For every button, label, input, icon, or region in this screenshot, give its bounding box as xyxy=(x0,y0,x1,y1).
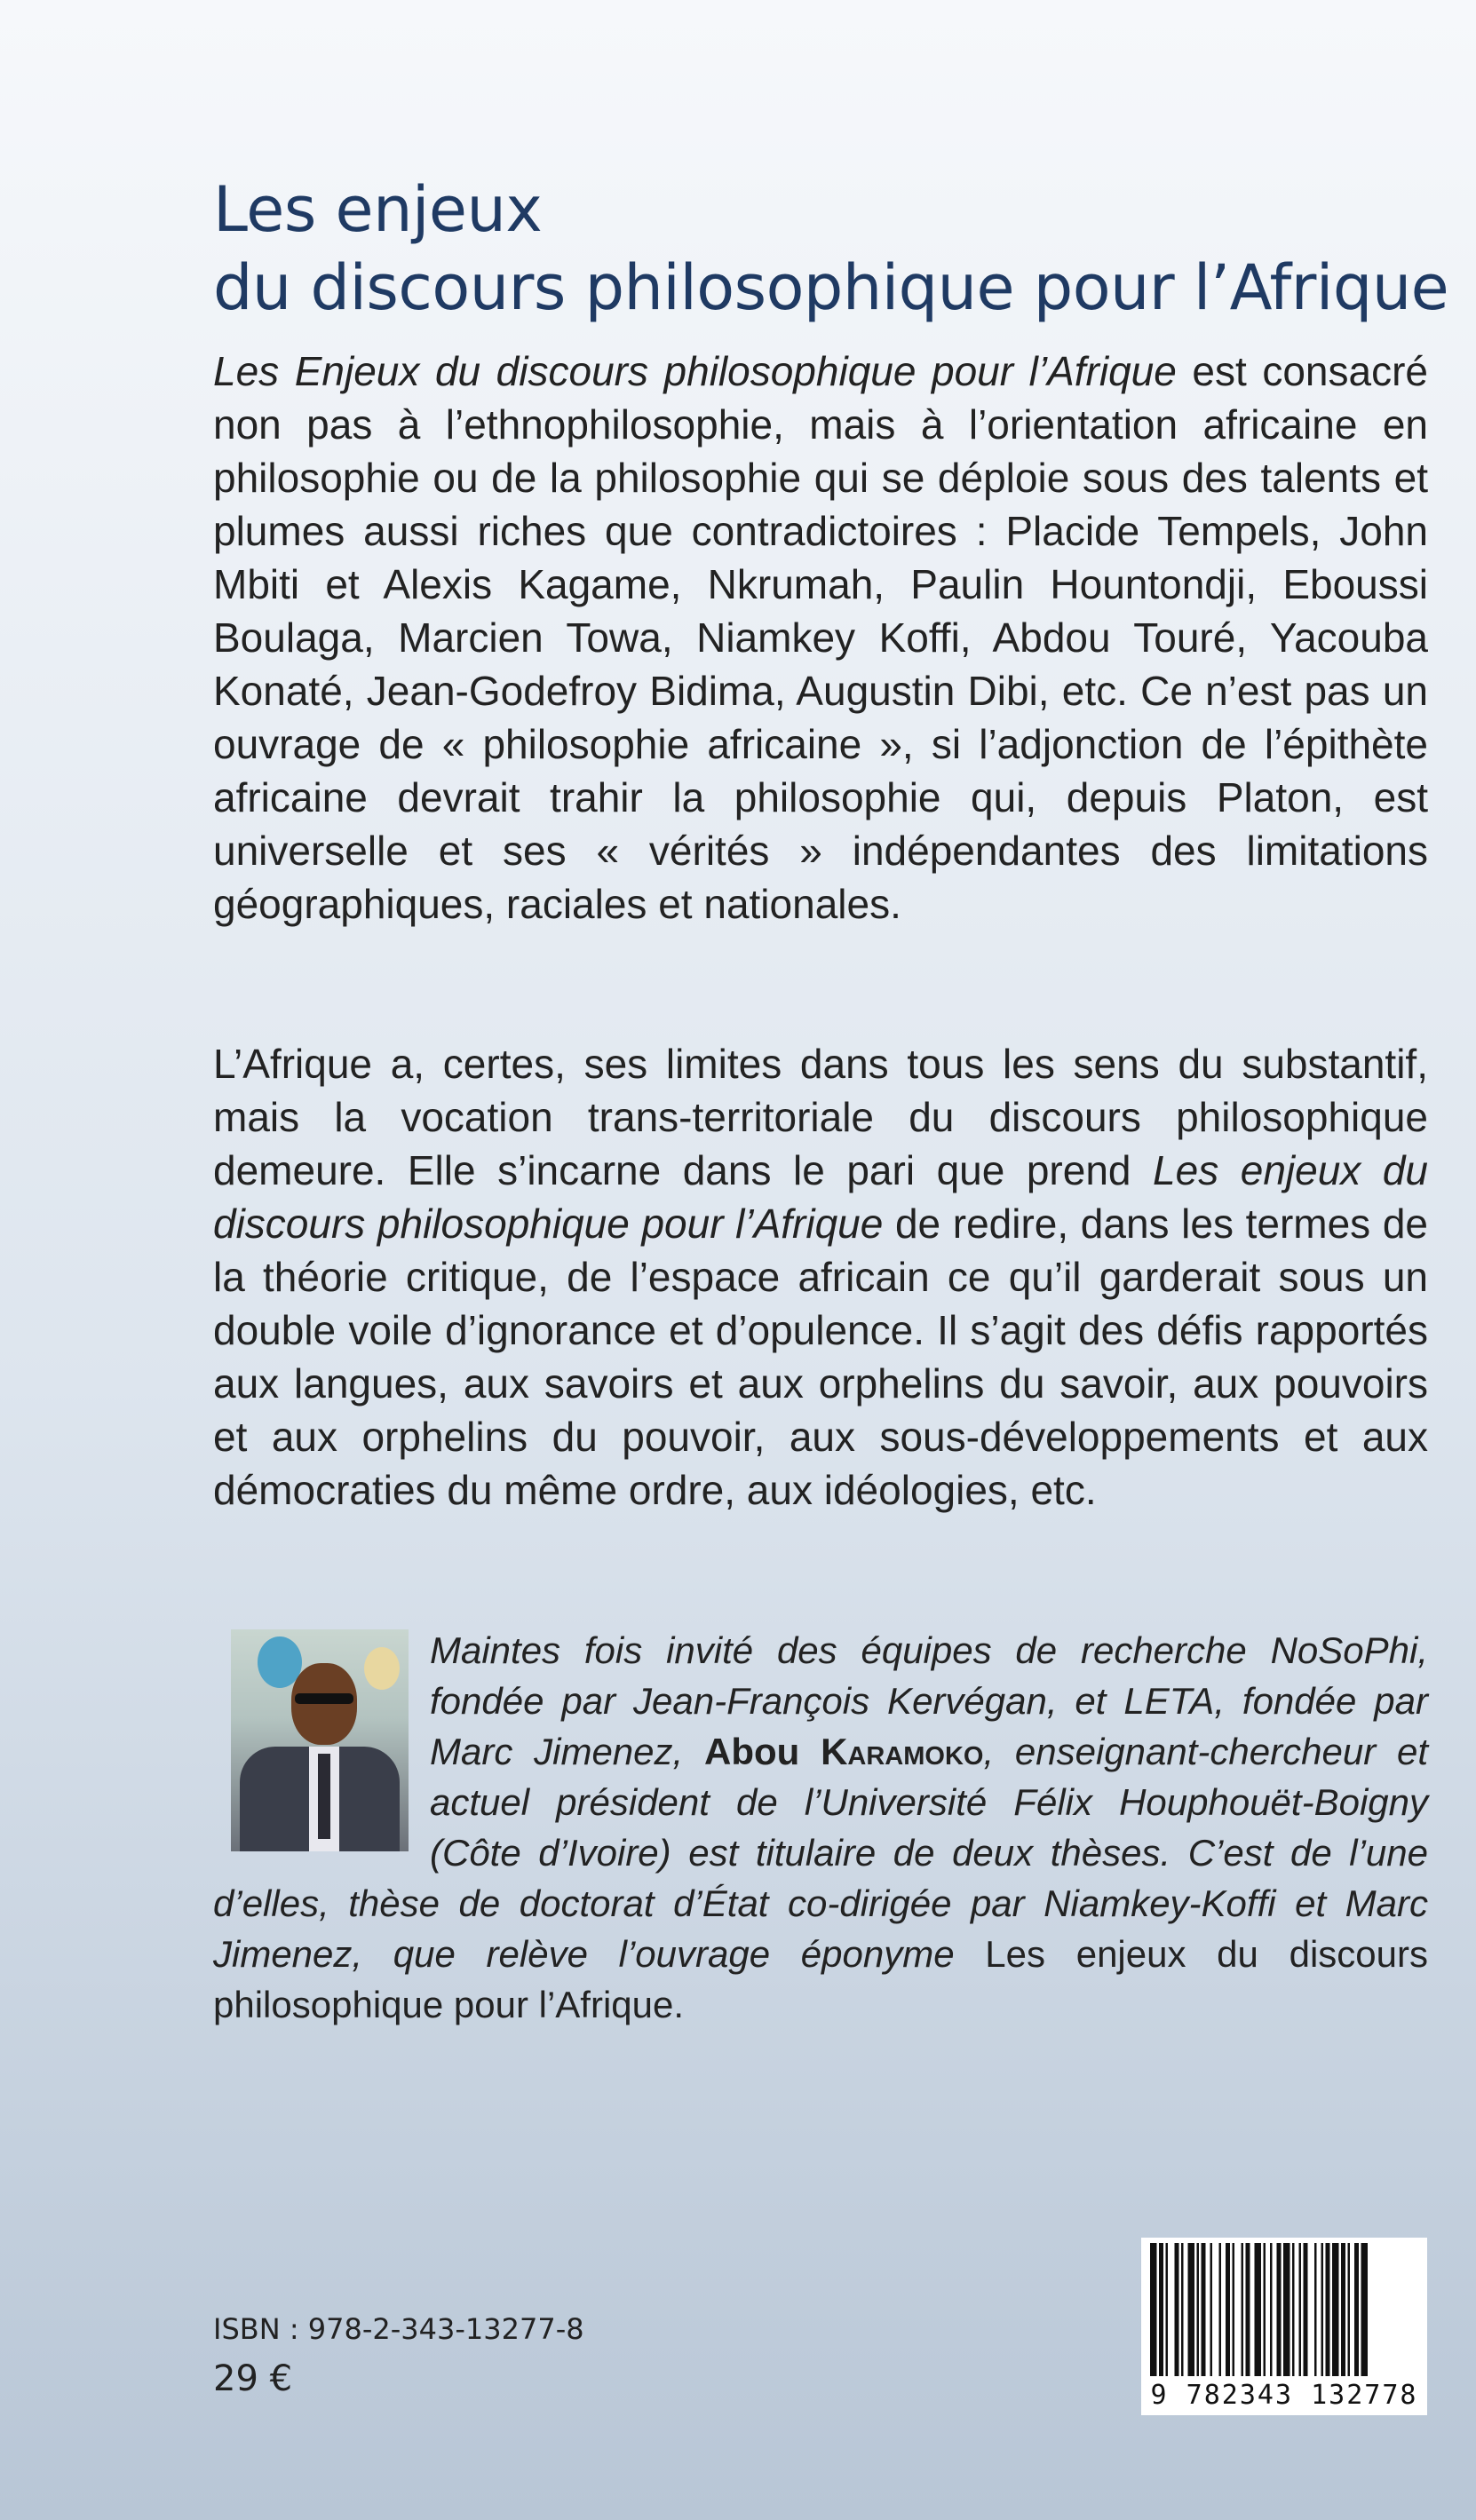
author-bio-text-2: , enseignant-chercheur et actuel président de l’Université Félix Houphouët-Boigny (Côte d’Ivoire) est titulaire de deux thèses. C’est de l’une d’elles, thèse de doctorat d’État co-dirigée par Niamkey-Koffi et Marc Jimenez, que relève l’ouvrage éponyme xyxy=(213,1731,1428,1975)
summary-italic-title: Les Enjeux du discours philosophique pour l’Afrique xyxy=(213,348,1177,394)
isbn-label: ISBN : 978-2-343-13277-8 xyxy=(213,2312,584,2346)
barcode xyxy=(1141,2238,1427,2415)
author-bio-text-1: Maintes fois invité des équipes de recherche NoSoPhi, fondée par Jean-François Kervégan, et LETA, fondée par Marc Jimenez, xyxy=(430,1629,1428,1772)
book-title-line-2: du discours philosophique pour l’Afrique xyxy=(213,251,1449,324)
summary-italic-title-2: Les enjeux du discours philosophique pour l’Afrique xyxy=(213,1147,1428,1247)
author-first-name: Abou xyxy=(703,1731,800,1772)
author-last-name: Karamoko xyxy=(821,1731,984,1772)
author-photo xyxy=(231,1629,409,1851)
summary-text-2b: de redire, dans les termes de la théorie critique, de l’espace africain ce qu’il garderait sous un double voile d’ignorance et d’opulence. Il s’agit des défis rapportés aux langues, aux savoirs et aux orphelins du savoir, aux pouvoirs et aux orphelins du pouvoir, aux sous-développements et aux démocraties du même ordre, aux idéologies, etc. xyxy=(213,1201,1428,1513)
author-bio-book-title: Les enjeux du discours philosophique pour l’Afrique. xyxy=(213,1933,1428,2025)
barcode-bars-icon xyxy=(1150,2243,1418,2376)
summary-text-2a: L’Afrique a, certes, ses limites dans tous les sens du substantif, mais la vocation trans-territoriale du discours philosophique demeure. Elle s’incarne dans le pari que prend xyxy=(213,1041,1428,1193)
summary-text-1: est consacré non pas à l’ethnophilosophie, mais à l’orientation africaine en philosophie ou de la philosophie qui se déploie sous des talents et plumes aussi riches que contradictoires : Placide Tempels, John Mbiti et Alexis Kagame, Nkrumah, Paulin Hountondji, Eboussi Boulaga, Marcien Towa, Niamkey Koffi, Abdou Touré, Yacouba Konaté, Jean-Godefroy Bidima, Augustin Dibi, etc. Ce n’est pas un ouvrage de « philosophie africaine », si l’adjonction de l’épithète africaine devrait trahir la philosophie qui, depuis Platon, est universelle et ses « vérités » indépendantes des limitations géographiques, raciales et nationales. xyxy=(213,348,1428,927)
summary-paragraph-2 xyxy=(213,1037,1428,1517)
price-label: 29 € xyxy=(213,2358,293,2399)
barcode-number: 9 782343 132778 xyxy=(1150,2380,1418,2411)
author-bio xyxy=(213,1625,1428,2030)
summary-paragraph-1 xyxy=(213,345,1428,931)
book-title xyxy=(213,170,1449,327)
book-title-line-1: Les enjeux xyxy=(213,173,543,246)
